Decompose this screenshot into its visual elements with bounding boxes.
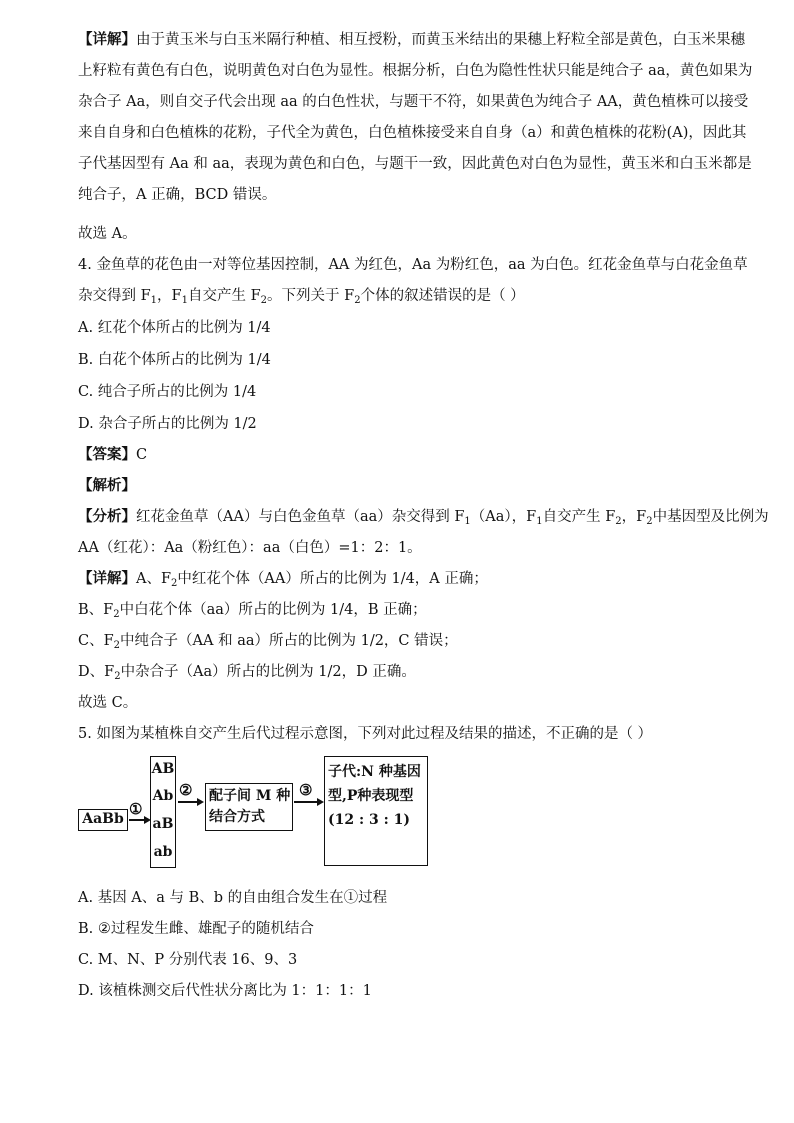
detail-label: 【详解】 [78,31,136,48]
q5-option-b: B. ②过程发生雌、雄配子的随机结合 [78,921,314,937]
q4-stem-line-2: 杂交得到 $F_1$，$F_1$自交产生 $F_2$。下列关于 $F_2$个体的叙述错误的是（ ） [78,288,525,306]
step-3-label: ③ [299,781,313,799]
answer-label: 【答案】 [78,446,136,463]
detail3-line-3: 杂合子 Aa，则自交子代会出现 aa 的白色性状，与题干不符，如果黄色为纯合子 AA，黄色植株可以接受 [78,94,749,110]
offspring-line-3: (12 : 3 : 1) [328,812,411,828]
q5-option-c: C. M、N、P 分别代表 16、9、3 [78,952,298,968]
detail3-line-5: 子代基因型有 Aa 和 aa，表现为黄色和白色，与题干一致，因此黄色对白色为显性，黄玉米和白玉米都是 [78,156,752,172]
q4-detail-line-2: B、$F_2$中白花个体（aa）所占的比例为 1/4，B 正确； [78,602,427,620]
arrow-2-line [178,801,198,803]
q4-detail-line-4: D、$F_2$中杂合子（Aa）所占的比例为 1/2，D 正确。 [78,664,416,682]
q4-option-d: D. 杂合子所占的比例为 1/2 [78,416,257,432]
offspring-line-1: 子代:N 种基因 [328,764,421,780]
q4-option-a: A. 红花个体所占的比例为 1/4 [78,320,271,336]
q5-option-a: A. 基因 A、a 与 B、b 的自由组合发生在①过程 [78,890,388,906]
offspring-line-2: 型,P种表现型 [328,788,414,804]
q4-answer [78,445,147,465]
detail3-text-1: 由于黄玉米与白玉米隔行种植、相互授粉，而黄玉米结出的果穗上籽粒全部是黄色，白玉米果穗 [136,32,745,48]
arrow-3-line [294,801,318,803]
step-1-label: ① [129,800,143,818]
gamete-ab-1: AB [151,761,175,777]
detail3-choice: 故选 A。 [78,226,137,242]
detail3-line-4: 来自自身和白色植株的花粉，子代全为黄色，白色植株接受来自自身（a）和黄色植株的花粉(A)，因此其 [78,125,747,141]
q4-stem-line-1: 4. 金鱼草的花色由一对等位基因控制，AA 为红色，Aa 为粉红色，aa 为白色。红花金鱼草与白花金鱼草 [78,257,748,273]
q5-option-d: D. 该植株测交后代性状分离比为 1：1：1：1 [78,983,372,999]
detail3-line-2: 上籽粒有黄色有白色，说明黄色对白色为显性。根据分析，白色为隐性性状只能是纯合子 aa，黄色如果为 [78,63,753,79]
q4-fenxi-line-2: AA（红花）：Aa（粉红色）：aa（白色）=1：2：1。 [78,540,422,556]
offspring-box [324,756,428,866]
process-diagram [78,756,428,868]
q4-detail-line-1: 【详解】A、$F_2$中红花个体（AA）所占的比例为 1/4，A 正确； [78,570,488,589]
gamete-ab-3: aB [152,816,174,832]
detail3-line-6: 纯合子，A 正确，BCD 错误。 [78,187,277,203]
step-2-label: ② [179,781,193,799]
combination-box [205,783,293,831]
answer-value: C [136,447,148,463]
combination-line-1: 配子间 M 种 [209,788,291,804]
combination-line-2: 结合方式 [209,809,265,825]
q4-fenxi-line-1: 【分析】红花金鱼草（AA）与白色金鱼草（aa）杂交得到 $F_1(Aa)$，$F_1$自交产生 $F_2$，$F_2$中基因型及比例为 [78,508,769,527]
q4-choice: 故选 C。 [78,695,138,711]
q4-option-b: B. 白花个体所占的比例为 1/4 [78,352,271,368]
detail3-line-1 [78,30,745,50]
gamete-ab-2: Ab [152,788,174,804]
analysis-label: 【解析】 [78,477,136,494]
arrow-2-head [197,798,204,806]
parent-genotype-box: AaBb [78,809,128,831]
arrow-1-line [129,819,145,821]
q5-stem: 5. 如图为某植株自交产生后代过程示意图，下列对此过程及结果的描述，不正确的是（ ） [78,726,653,742]
arrow-3-head [317,798,324,806]
gametes-box [150,756,176,868]
gamete-ab-4: ab [153,844,173,860]
q4-option-c: C. 纯合子所占的比例为 1/4 [78,384,257,400]
q4-detail-line-3: C、$F_2$中纯合子（AA 和 aa）所占的比例为 1/2，C 错误； [78,633,458,651]
